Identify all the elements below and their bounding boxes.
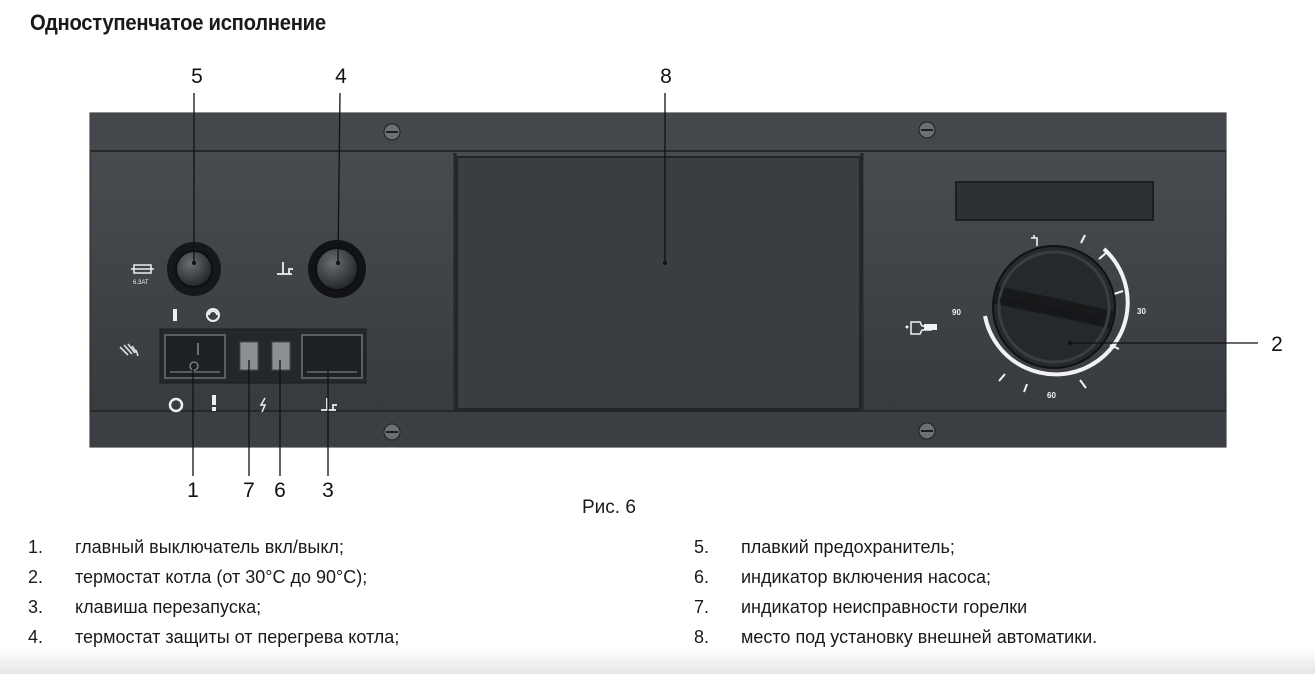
boiler-thermostat-dial[interactable]: [993, 246, 1115, 368]
legend-item: 6. индикатор включения насоса;: [694, 567, 992, 587]
external-automation-slot: [457, 157, 860, 409]
legend-item: 7. индикатор неисправности горелки: [694, 597, 1028, 617]
callout-3: 3: [322, 479, 334, 502]
callout-8: 8: [660, 65, 672, 88]
callout-2: 2: [1271, 333, 1283, 356]
display-window: [956, 182, 1153, 220]
page-title: Одноступенчатое исполнение: [30, 10, 326, 35]
screw-icon: [384, 424, 400, 440]
callout-5: 5: [191, 65, 203, 88]
callout-6: 6: [274, 479, 286, 502]
legend-right: [694, 532, 1097, 652]
bottom-fade: [0, 648, 1315, 674]
panel-top-strip: [90, 113, 1226, 151]
figure-caption: Рис. 6: [582, 497, 636, 518]
legend-left: [28, 532, 399, 652]
overheat-thermostat-reset-cap[interactable]: [308, 240, 366, 298]
dial-scale-90: 90: [952, 308, 961, 317]
pump-indicator: [272, 342, 290, 370]
legend-item: 3. клавиша перезапуска;: [28, 597, 262, 617]
main-switch-i-icon: [173, 309, 177, 321]
legend-item: 1. главный выключатель вкл/выкл;: [28, 537, 344, 557]
screw-icon: [919, 122, 935, 138]
dial-scale-30: 30: [1137, 307, 1146, 316]
panel-bottom-strip: [90, 411, 1226, 447]
legend-item: 2. термостат котла (от 30°С до 90°С);: [28, 567, 368, 587]
callout-4: 4: [335, 65, 347, 88]
dial-scale-60: 60: [1047, 391, 1056, 400]
legend-item: 4. термостат защиты от перегрева котла;: [28, 627, 400, 647]
fault-exclamation-icon: [212, 395, 216, 411]
screw-icon: [919, 423, 935, 439]
callout-7: 7: [243, 479, 255, 502]
screw-icon: [384, 124, 400, 140]
callout-1: 1: [187, 479, 199, 502]
fuse-rating-label: 6.3AT: [133, 280, 149, 286]
legend-item: 8. место под установку внешней автоматики.: [694, 627, 1098, 647]
legend-item: 5. плавкий предохранитель;: [694, 537, 955, 557]
